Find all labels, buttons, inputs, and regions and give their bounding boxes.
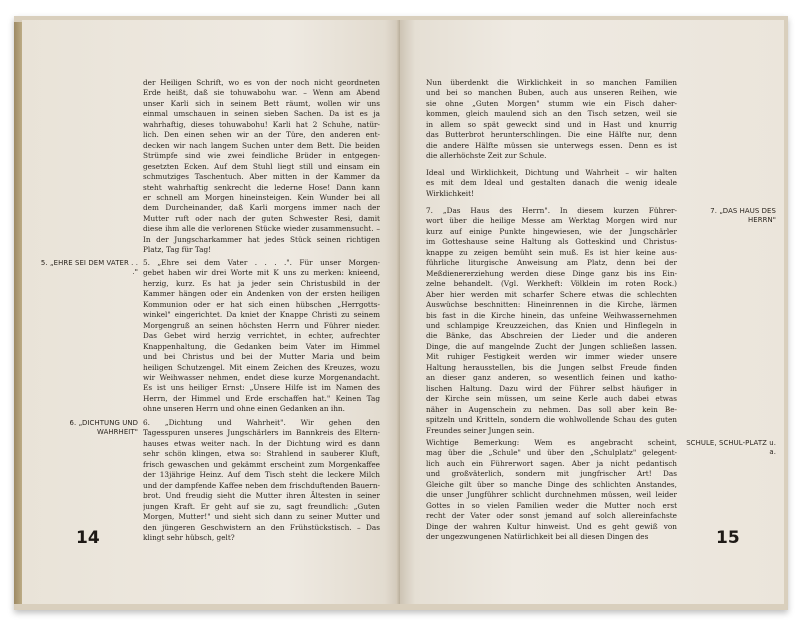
text-line: zelne behandelt. (Vgl. Werkheft: Völklein im roten Rock.): [426, 279, 677, 289]
text-line: die Bänke, das Abschreien der Lieder und die anderen: [426, 331, 677, 341]
text-line: der Heiligen Schrift, wo es von der noch nicht geordneten: [143, 78, 380, 87]
text-line: wort über die heilige Messe am Werktag Morgen wird nur: [426, 216, 677, 226]
left-page-text-block-1: [143, 78, 380, 256]
text-line: Morgengruß an seinen höchsten Herrn und Führer nieder.: [143, 320, 380, 330]
text-line: Nun überdenkt die Wirklichkeit in so manchen Familien: [426, 78, 677, 87]
text-line: herzig, kurz. Es hat ja jeder sein Christusbild in der: [143, 278, 380, 288]
text-line: Herrn, der Himmel und Erde erschaffen hat." Keinen Tag: [143, 393, 380, 403]
text-line: mag über die „Schule" und über den „Schulplatz" gelegent-: [426, 448, 677, 458]
text-line: Dinge der wahren Kultur hinweist. Und es geht gewiß von: [426, 521, 677, 531]
text-line: steht wahrhaftig senkrecht die lederne Hose! Dann kann: [143, 182, 380, 192]
text-line: wahrhaftig, dieses tohuwabohu! Karli hat 2 Schuhe, natür-: [143, 119, 380, 129]
text-line: dem Durcheinander, daß Karli morgens immer nach der: [143, 203, 380, 213]
text-line: hauses etwas weiter nach. In der Dichtung wird es dann: [143, 438, 380, 448]
text-line: wir Weihwasser nehmen, endet diese kurze Morgenandacht.: [143, 372, 380, 382]
text-line: kurz auf einige Punkte hingewiesen, wie der Jungschärler: [426, 226, 677, 236]
text-line: den jüngeren Geschwistern an den Frühstückstisch. – Das: [143, 522, 380, 532]
text-line: das Butterbrot herunterschlingen. Die eine Hälfte nur, denn: [426, 130, 677, 140]
text-line: und großväterlich, sondern mit jungfrischer Art! Das: [426, 469, 677, 479]
text-line: diese ihm alle die verlorenen Stücke wieder zusammensucht. –: [143, 224, 380, 234]
right-page-text-block-3: [426, 206, 677, 436]
text-line: einmal umschauen in seinen sieben Sachen. Da ist es ja: [143, 109, 380, 119]
text-line: Kommunion oder er hat sich einen hübschen „Herrgotts-: [143, 299, 380, 309]
left-page-text-block-3: [143, 418, 380, 543]
text-line: Auswüchse beschnitten: Hineinrennen in die Kirche, lärmen: [426, 300, 677, 310]
text-line: und bei so manchen Buben, auch aus unseren Reihen, wie: [426, 88, 677, 98]
text-line: Ideal und Wirklichkeit, Dichtung und Wahrheit – wir halten: [426, 168, 677, 177]
text-line: sehr schön klingen, etwa so: Strahlend in sauberer Kluft,: [143, 449, 380, 459]
text-line: die allerhöchste Zeit zur Schule.: [426, 151, 547, 161]
text-line: kommen, gleich maulend sich an den Tisch setzen, weil sie: [426, 109, 677, 119]
text-line: In der Jungscharkammer hat jedes Stück seinen richtigen: [143, 234, 380, 244]
text-line: Das Gebet wird herzig verrichtet, in echter, aufrechter: [143, 331, 380, 341]
text-line: Wirklichkeit!: [426, 188, 475, 198]
text-line: und bei Christus und bei der Mutter Maria und beim: [143, 352, 380, 362]
text-line: Strümpfe sind wie zwei feindliche Brüder in entgegen-: [143, 151, 380, 161]
text-line: die unser Jungführer schlicht durchnehmen müssen, weil leider: [426, 490, 677, 500]
text-line: spitzeln und Kritteln, sondern die wohlwollende Schau des guten: [426, 415, 677, 425]
text-line: Mit ruhiger Festigkeit werden wir immer wieder unsere: [426, 352, 677, 362]
left-page: [22, 20, 400, 604]
text-line: unser Karli sich in seinem Bett räumt, wollen wir uns: [143, 98, 380, 108]
right-page-text-block-2: [426, 168, 677, 199]
text-line: der 13jährige Heinz. Auf dem Tisch steht die leckere Milch: [143, 470, 380, 480]
text-line: Knappenhaltung, die Gedanken beim Vater im Himmel: [143, 341, 380, 351]
text-line: führliche liturgische Anweisung am Platz, denn bei der: [426, 258, 677, 268]
text-line: winkel" eingerichtet. Da kniet der Knappe Christi zu seinem: [143, 310, 380, 320]
text-line: ohne unseren Herrn und ohne einen Gedanken an ihn.: [143, 404, 345, 414]
text-line: Mutter ruft oder nach der guten Schwester Resi, damit: [143, 213, 380, 223]
text-line: lischen Haltung. Dazu wird der Führer selbst häufiger in: [426, 383, 677, 393]
text-line: jungen Kraft. Er geht auf sie zu, sagt freundlich: „Guten: [143, 501, 380, 511]
text-line: knappe zu zeigen bemüht sein muß. Es ist hier keine aus-: [426, 247, 677, 257]
text-line: Kammer hängen oder ein Andenken von der ersten heiligen: [143, 289, 380, 299]
text-line: lich auch ein Führerwort sagen. Aber ja nicht pedantisch: [426, 458, 677, 468]
page-number-left: 14: [76, 528, 100, 548]
text-line: die andere Hälfte müssen sie unterwegs essen. Denn es ist: [426, 140, 677, 150]
text-line: näher in Augenschein zu nehmen. Das soll aber kein Be-: [426, 404, 677, 414]
text-line: brot. Und freudig sieht die Mutter ihren Ältesten in seiner: [143, 491, 380, 501]
text-line: in allem so spät geweckt sind und in Hast und knurrig: [426, 119, 677, 129]
text-line: sie ohne „Guten Morgen" stumm wie ein Fisch daher-: [426, 98, 677, 108]
sidenote-ehre-sei-dem-vater: 5. „EHRE SEI DEM VATER . . .": [40, 259, 138, 277]
text-line: Erde heißt, daß sie tohuwabohu war. – Wenn am Abend: [143, 88, 380, 98]
text-line: Haltung herausstellen, bis die Jungen selbst Freude finden: [426, 362, 677, 372]
sidenote-schule-schulplatz: SCHULE, SCHUL-PLATZ u. a.: [686, 439, 776, 457]
text-line: schmutziges Taschentuch. Aber mitten in der Kammer da: [143, 172, 380, 182]
text-line: Meßdienererziehung werden diese Dinge ganz bis ins Ein-: [426, 268, 677, 278]
left-page-text-block-2: [143, 258, 380, 415]
sidenote-das-haus-des-herrn: 7. „DAS HAUS DES HERRN": [710, 207, 776, 225]
text-line: es mit dem Ideal und gestalten danach die wenig ideale: [426, 178, 677, 188]
text-line: frisch gewaschen und gekämmt erscheint zum Morgenkaffee: [143, 459, 380, 469]
text-line: Morgen, Mutter!" und sieht sich dann zu seiner Mutter und: [143, 512, 380, 522]
text-line: Tagesspuren unseres Jungschärlers im Bannkreis des Eltern-: [143, 428, 380, 438]
right-page-text-block-4: [426, 438, 677, 543]
right-page-text-block-1: [426, 78, 677, 162]
text-line: an dieser ganz anderen, so wesentlich feinen und katho-: [426, 373, 677, 383]
text-line: heiligen Schutzengel. Mit einem Zeichen des Kreuzes, wozu: [143, 362, 380, 372]
text-line: der ungezwungenen Natürlichkeit bei all diesen Dingen des: [426, 532, 649, 542]
text-line: gebet haben wir drei Worte mit K uns zu merken: knieend,: [143, 268, 380, 278]
text-line: Gottes in so vielen Familien weder die Mutter noch erst: [426, 500, 677, 510]
text-line: klingt sehr hübsch, gelt?: [143, 532, 235, 542]
text-line: Gleiche gilt über so manche Dinge des schlichten Anstandes,: [426, 479, 677, 489]
text-line: 5. „Ehre sei dem Vater . . . .". Für unser Morgen-: [143, 258, 380, 267]
text-line: Es ist uns heiliger Ernst: „Unsere Hilfe ist im Namen des: [143, 383, 380, 393]
text-line: Dinge, die auf mangelnde Zucht der Jungen schließen lassen.: [426, 341, 677, 351]
text-line: lich. Den einen sehen wir an der Türe, den anderen ent-: [143, 130, 380, 140]
page-number-right: 15: [716, 528, 740, 548]
text-line: gesetzten Ecken. Auf dem Stuhl liegt still und einsam ein: [143, 161, 380, 171]
sidenote-dichtung-und-wahrheit: 6. „DICHTUNG UND WAHRHEIT": [69, 419, 138, 437]
text-line: der Kirche sein müssen, um seine Kerle auch dabei etwas: [426, 394, 677, 404]
text-line: bis fast in die Kirche hinein, das unfeine Weihwassernehmen: [426, 310, 677, 320]
text-line: Platz, Tag für Tag!: [143, 245, 212, 255]
text-line: er schnell am Morgen hineinsteigen. Kein Wunder bei all: [143, 192, 380, 202]
text-line: und der dampfende Kaffee neben dem frischduftenden Bauern-: [143, 480, 380, 490]
text-line: 7. „Das Haus des Herrn". In diesem kurzen Führer-: [426, 206, 677, 215]
text-line: Wichtige Bemerkung: Wem es angebracht scheint,: [426, 438, 677, 447]
right-page: [400, 20, 784, 604]
text-line: Freundes seiner Jungen sein.: [426, 425, 535, 435]
text-line: im Gotteshause seine Haltung als Gotteskind und Christus-: [426, 237, 677, 247]
text-line: 6. „Dichtung und Wahrheit". Wir gehen den: [143, 418, 380, 427]
text-line: decken wir nach langem Suchen unter dem Bett. Die beiden: [143, 140, 380, 150]
text-line: und schlampige Kreuzzeichen, das Knien und Hinflegeln in: [426, 320, 677, 330]
text-line: Aber hier werden mit scharfer Schere etwas die schlechten: [426, 289, 677, 299]
text-line: recht der Vater oder sonst jemand auf solch allereinfachste: [426, 511, 677, 521]
